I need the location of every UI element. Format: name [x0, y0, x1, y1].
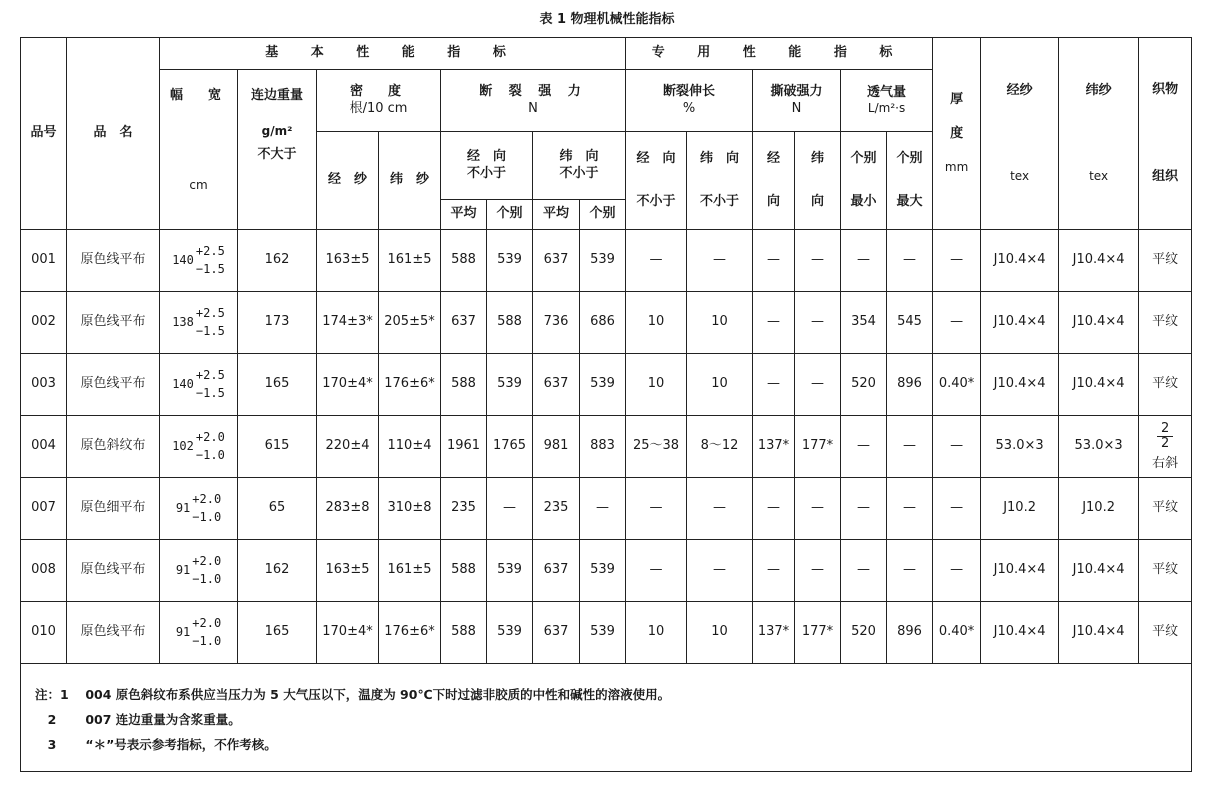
- cell-d-warp: 283±8: [317, 478, 379, 540]
- air-min-label: 个别: [850, 151, 877, 167]
- cell-bf-single: 539: [580, 354, 626, 416]
- table-row: [21, 230, 1192, 292]
- cell-tear-weft: —: [795, 230, 841, 292]
- cell-air-max: —: [887, 416, 933, 478]
- cell-thick: —: [933, 292, 981, 354]
- cell-bw-single: —: [487, 478, 533, 540]
- width-minus: −1.0: [192, 571, 222, 586]
- cell-thick: —: [933, 416, 981, 478]
- cell-el-warp: —: [626, 478, 687, 540]
- weave-fraction: [1157, 422, 1173, 452]
- cell-warp-yarn: J10.4×4: [981, 292, 1059, 354]
- col-item-no: 品号: [21, 38, 67, 230]
- cell-warp-yarn: J10.4×4: [981, 354, 1059, 416]
- width-unit: cm: [189, 178, 208, 193]
- width-minus: −1.0: [192, 509, 222, 524]
- width-base: 138: [172, 315, 194, 329]
- col-density-weft: 纬 纱: [379, 132, 441, 230]
- air-min-sub: 最小: [850, 193, 877, 209]
- width-plus: +2.5: [195, 306, 225, 321]
- cell-selvage: 173: [238, 292, 317, 354]
- cell-weft-yarn: J10.4×4: [1059, 292, 1139, 354]
- cell-selvage: 615: [238, 416, 317, 478]
- cell-tear-warp: —: [753, 478, 795, 540]
- cell-bw-single: 588: [487, 292, 533, 354]
- group-elongation: [626, 70, 753, 132]
- breaking-weft-label: 纬 向: [559, 149, 599, 165]
- elongation-label: 断裂伸长: [663, 84, 716, 100]
- cell-width: [160, 540, 238, 602]
- width-plus: +2.0: [192, 492, 222, 507]
- group-air: [841, 70, 933, 132]
- width-plus: +2.0: [192, 554, 222, 569]
- weave-label: 织物: [1152, 82, 1179, 98]
- col-bw-single: 个别: [487, 200, 533, 230]
- selvage-label: 连边重量: [250, 88, 303, 103]
- cell-item-name: 原色细平布: [67, 478, 160, 540]
- cell-bw-single: 1765: [487, 416, 533, 478]
- weave-label-2: 组织: [1152, 168, 1179, 184]
- cell-warp-yarn: J10.4×4: [981, 540, 1059, 602]
- cell-bw-avg: 1961: [441, 416, 487, 478]
- warp-yarn-label: 经纱: [1006, 82, 1033, 98]
- cell-bf-avg: 637: [533, 540, 580, 602]
- note-2-index: 2: [47, 712, 57, 727]
- cell-bw-single: 539: [487, 540, 533, 602]
- cell-el-weft: —: [687, 230, 753, 292]
- note-3: [35, 735, 277, 753]
- air-max-label: 个别: [896, 151, 923, 167]
- breaking-warp-limit: 不小于: [466, 165, 506, 181]
- cell-weft-yarn: J10.4×4: [1059, 230, 1139, 292]
- note-3-text: “＊”号表示参考指标，不作考核。: [85, 737, 277, 752]
- density-label: 密 度: [349, 84, 407, 100]
- width-base: 140: [172, 253, 194, 267]
- cell-width: [160, 602, 238, 664]
- cell-tear-weft: 177*: [795, 416, 841, 478]
- cell-bf-avg: 637: [533, 354, 580, 416]
- cell-tear-weft: 177*: [795, 602, 841, 664]
- cell-weft-yarn: 53.0×3: [1059, 416, 1139, 478]
- cell-weave: [1139, 416, 1192, 478]
- group-breaking-weft: [533, 132, 626, 200]
- cell-d-weft: 176±6*: [379, 354, 441, 416]
- cell-item-no: 008: [21, 540, 67, 602]
- cell-air-max: 545: [887, 292, 933, 354]
- cell-bw-single: 539: [487, 602, 533, 664]
- tear-weft-label: 纬: [811, 151, 825, 167]
- weave-type: 右斜: [1152, 455, 1179, 471]
- cell-weave: 平纹: [1139, 602, 1192, 664]
- cell-tear-warp: —: [753, 230, 795, 292]
- thickness-unit: mm: [944, 160, 969, 175]
- cell-d-weft: 161±5: [379, 230, 441, 292]
- cell-thick: 0.40*: [933, 354, 981, 416]
- cell-d-weft: 110±4: [379, 416, 441, 478]
- cell-bf-avg: 981: [533, 416, 580, 478]
- width-minus: −1.5: [195, 385, 225, 400]
- elong-weft-label: 纬 向: [700, 151, 740, 167]
- cell-thick: 0.40*: [933, 602, 981, 664]
- note-3-index: 3: [47, 737, 57, 752]
- width-plus: +2.0: [195, 430, 225, 445]
- cell-d-warp: 174±3*: [317, 292, 379, 354]
- cell-bw-avg: 235: [441, 478, 487, 540]
- col-tear-weft: [795, 132, 841, 230]
- cell-weave: 平纹: [1139, 540, 1192, 602]
- col-bw-avg: 平均: [441, 200, 487, 230]
- cell-d-weft: 205±5*: [379, 292, 441, 354]
- cell-tear-warp: —: [753, 292, 795, 354]
- cell-thick: —: [933, 230, 981, 292]
- cell-tear-warp: —: [753, 540, 795, 602]
- cell-selvage: 162: [238, 230, 317, 292]
- col-warp-yarn: [981, 38, 1059, 230]
- table-row: [21, 478, 1192, 540]
- width-base: 140: [172, 377, 194, 391]
- cell-bf-avg: 736: [533, 292, 580, 354]
- cell-bf-single: —: [580, 478, 626, 540]
- cell-el-warp: —: [626, 230, 687, 292]
- width-plus: +2.5: [195, 368, 225, 383]
- cell-el-warp: 10: [626, 292, 687, 354]
- warp-yarn-unit: tex: [1010, 169, 1030, 184]
- elongation-unit: %: [682, 100, 696, 116]
- cell-weft-yarn: J10.2: [1059, 478, 1139, 540]
- width-tolerance: [172, 243, 225, 278]
- width-tolerance: [172, 367, 225, 402]
- col-weave: [1139, 38, 1192, 230]
- col-width: [160, 70, 238, 230]
- col-thickness: [933, 38, 981, 230]
- cell-weft-yarn: J10.4×4: [1059, 602, 1139, 664]
- notes-box: [20, 663, 1192, 772]
- cell-item-name: 原色斜纹布: [67, 416, 160, 478]
- width-plus: +2.0: [192, 616, 222, 631]
- cell-air-max: —: [887, 230, 933, 292]
- cell-d-weft: 310±8: [379, 478, 441, 540]
- cell-air-max: —: [887, 478, 933, 540]
- breaking-unit: N: [528, 100, 538, 116]
- cell-width: [160, 230, 238, 292]
- group-breaking: [441, 70, 626, 132]
- note-label: 注：1: [35, 687, 69, 702]
- cell-air-max: 896: [887, 354, 933, 416]
- note-1: [35, 685, 670, 703]
- note-1-text: 004 原色斜纹布系供应当压力为 5 大气压以下，温度为 90℃下时过滤非胶质的中性和碱性的溶液使用。: [85, 687, 671, 702]
- cell-bf-single: 686: [580, 292, 626, 354]
- weft-yarn-unit: tex: [1089, 169, 1109, 184]
- note-2-text: 007 连边重量为含浆重量。: [85, 712, 241, 727]
- cell-weft-yarn: J10.4×4: [1059, 354, 1139, 416]
- cell-el-warp: 10: [626, 602, 687, 664]
- group-special: 专 用 性 能 指 标: [626, 38, 933, 70]
- elong-weft-limit: 不小于: [700, 193, 740, 209]
- cell-bw-avg: 588: [441, 540, 487, 602]
- thickness-label: 厚: [950, 91, 964, 107]
- cell-bw-single: 539: [487, 230, 533, 292]
- elong-warp-label: 经 向: [636, 151, 676, 167]
- cell-warp-yarn: J10.4×4: [981, 230, 1059, 292]
- cell-item-name: 原色线平布: [67, 230, 160, 292]
- table-title: 表 1 物理机械性能指标: [539, 12, 675, 27]
- group-basic: 基 本 性 能 指 标: [160, 38, 626, 70]
- width-label: 幅 宽: [169, 88, 227, 103]
- weave-numerator: 2: [1157, 422, 1173, 437]
- cell-bw-single: 539: [487, 354, 533, 416]
- cell-item-no: 001: [21, 230, 67, 292]
- cell-el-warp: —: [626, 540, 687, 602]
- cell-selvage: 162: [238, 540, 317, 602]
- cell-air-min: 520: [841, 354, 887, 416]
- cell-weave: 平纹: [1139, 292, 1192, 354]
- width-base: 91: [175, 625, 191, 639]
- cell-width: [160, 416, 238, 478]
- cell-el-weft: —: [687, 540, 753, 602]
- cell-d-warp: 170±4*: [317, 602, 379, 664]
- table-row: [21, 602, 1192, 664]
- density-unit: 根/10 cm: [349, 100, 408, 116]
- weft-yarn-label: 纬纱: [1085, 82, 1112, 98]
- cell-air-max: —: [887, 540, 933, 602]
- cell-selvage: 65: [238, 478, 317, 540]
- col-selvage-weight: [238, 70, 317, 230]
- cell-thick: —: [933, 540, 981, 602]
- cell-thick: —: [933, 478, 981, 540]
- width-plus: +2.5: [195, 244, 225, 259]
- breaking-warp-label: 经 向: [466, 149, 506, 165]
- table-row: [21, 354, 1192, 416]
- cell-bf-single: 539: [580, 540, 626, 602]
- width-base: 91: [175, 501, 191, 515]
- cell-tear-weft: —: [795, 292, 841, 354]
- cell-bf-avg: 637: [533, 230, 580, 292]
- cell-d-weft: 161±5: [379, 540, 441, 602]
- width-tolerance: [172, 305, 225, 340]
- breaking-label: 断 裂 强 力: [479, 84, 587, 100]
- cell-bf-single: 539: [580, 602, 626, 664]
- col-item-name: 品 名: [67, 38, 160, 230]
- cell-item-name: 原色线平布: [67, 602, 160, 664]
- cell-width: [160, 354, 238, 416]
- air-unit: L/m²·s: [867, 101, 906, 116]
- breaking-weft-limit: 不小于: [559, 165, 599, 181]
- cell-bf-avg: 637: [533, 602, 580, 664]
- cell-el-warp: 25～38: [626, 416, 687, 478]
- cell-d-warp: 163±5: [317, 540, 379, 602]
- tear-warp-label: 经: [767, 151, 781, 167]
- air-max-sub: 最大: [896, 193, 923, 209]
- table-row: [21, 540, 1192, 602]
- cell-item-no: 002: [21, 292, 67, 354]
- cell-weave: 平纹: [1139, 354, 1192, 416]
- cell-el-weft: 10: [687, 292, 753, 354]
- weave-denominator: 2: [1160, 436, 1170, 452]
- col-weft-yarn: [1059, 38, 1139, 230]
- cell-bw-avg: 637: [441, 292, 487, 354]
- cell-bf-single: 883: [580, 416, 626, 478]
- cell-el-weft: 10: [687, 602, 753, 664]
- thickness-label-2: 度: [950, 126, 964, 141]
- width-tolerance: [176, 553, 221, 588]
- cell-el-weft: 10: [687, 354, 753, 416]
- cell-air-max: 896: [887, 602, 933, 664]
- cell-d-warp: 220±4: [317, 416, 379, 478]
- group-density: [317, 70, 441, 132]
- width-tolerance: [172, 429, 225, 464]
- col-air-max: [887, 132, 933, 230]
- cell-air-min: —: [841, 416, 887, 478]
- col-elong-weft: [687, 132, 753, 230]
- width-tolerance: [176, 491, 221, 526]
- width-minus: −1.5: [195, 323, 225, 338]
- cell-d-warp: 170±4*: [317, 354, 379, 416]
- spec-table: [20, 37, 1192, 664]
- cell-tear-warp: —: [753, 354, 795, 416]
- cell-bw-avg: 588: [441, 230, 487, 292]
- cell-weft-yarn: J10.4×4: [1059, 540, 1139, 602]
- table-row: [21, 416, 1192, 478]
- cell-air-min: 520: [841, 602, 887, 664]
- tear-unit: N: [791, 100, 802, 116]
- width-base: 91: [175, 563, 191, 577]
- col-bf-single: 个别: [580, 200, 626, 230]
- tear-weft-dir: 向: [811, 193, 825, 209]
- cell-item-name: 原色线平布: [67, 292, 160, 354]
- cell-el-warp: 10: [626, 354, 687, 416]
- cell-bw-avg: 588: [441, 354, 487, 416]
- cell-bw-avg: 588: [441, 602, 487, 664]
- cell-air-min: 354: [841, 292, 887, 354]
- col-bf-avg: 平均: [533, 200, 580, 230]
- cell-tear-weft: —: [795, 540, 841, 602]
- cell-air-min: —: [841, 540, 887, 602]
- cell-item-no: 003: [21, 354, 67, 416]
- cell-bf-avg: 235: [533, 478, 580, 540]
- width-minus: −1.0: [195, 447, 225, 462]
- cell-item-name: 原色线平布: [67, 354, 160, 416]
- cell-selvage: 165: [238, 354, 317, 416]
- col-tear-warp: [753, 132, 795, 230]
- cell-width: [160, 478, 238, 540]
- cell-bf-single: 539: [580, 230, 626, 292]
- cell-tear-weft: —: [795, 478, 841, 540]
- group-tear: [753, 70, 841, 132]
- cell-item-name: 原色线平布: [67, 540, 160, 602]
- cell-air-min: —: [841, 230, 887, 292]
- cell-selvage: 165: [238, 602, 317, 664]
- cell-width: [160, 292, 238, 354]
- tear-label: 撕破强力: [770, 84, 823, 100]
- tear-warp-dir: 向: [767, 193, 781, 209]
- cell-el-weft: 8～12: [687, 416, 753, 478]
- width-base: 102: [172, 439, 194, 453]
- selvage-limit: 不大于: [257, 147, 297, 163]
- cell-tear-weft: —: [795, 354, 841, 416]
- elong-warp-limit: 不小于: [636, 193, 676, 209]
- cell-warp-yarn: J10.4×4: [981, 602, 1059, 664]
- cell-item-no: 010: [21, 602, 67, 664]
- cell-weave: 平纹: [1139, 230, 1192, 292]
- cell-d-warp: 163±5: [317, 230, 379, 292]
- cell-tear-warp: 137*: [753, 416, 795, 478]
- group-breaking-warp: [441, 132, 533, 200]
- air-label: 透气量: [867, 84, 907, 100]
- width-minus: −1.0: [192, 633, 222, 648]
- col-air-min: [841, 132, 887, 230]
- col-elong-warp: [626, 132, 687, 230]
- selvage-unit: g/m²: [261, 124, 293, 139]
- cell-item-no: 007: [21, 478, 67, 540]
- table-row: [21, 292, 1192, 354]
- cell-el-weft: —: [687, 478, 753, 540]
- cell-tear-warp: 137*: [753, 602, 795, 664]
- cell-air-min: —: [841, 478, 887, 540]
- width-tolerance: [176, 615, 221, 650]
- width-minus: −1.5: [195, 261, 225, 276]
- cell-warp-yarn: 53.0×3: [981, 416, 1059, 478]
- col-density-warp: 经 纱: [317, 132, 379, 230]
- cell-weave: 平纹: [1139, 478, 1192, 540]
- cell-item-no: 004: [21, 416, 67, 478]
- note-2: [35, 710, 241, 728]
- cell-warp-yarn: J10.2: [981, 478, 1059, 540]
- cell-d-weft: 176±6*: [379, 602, 441, 664]
